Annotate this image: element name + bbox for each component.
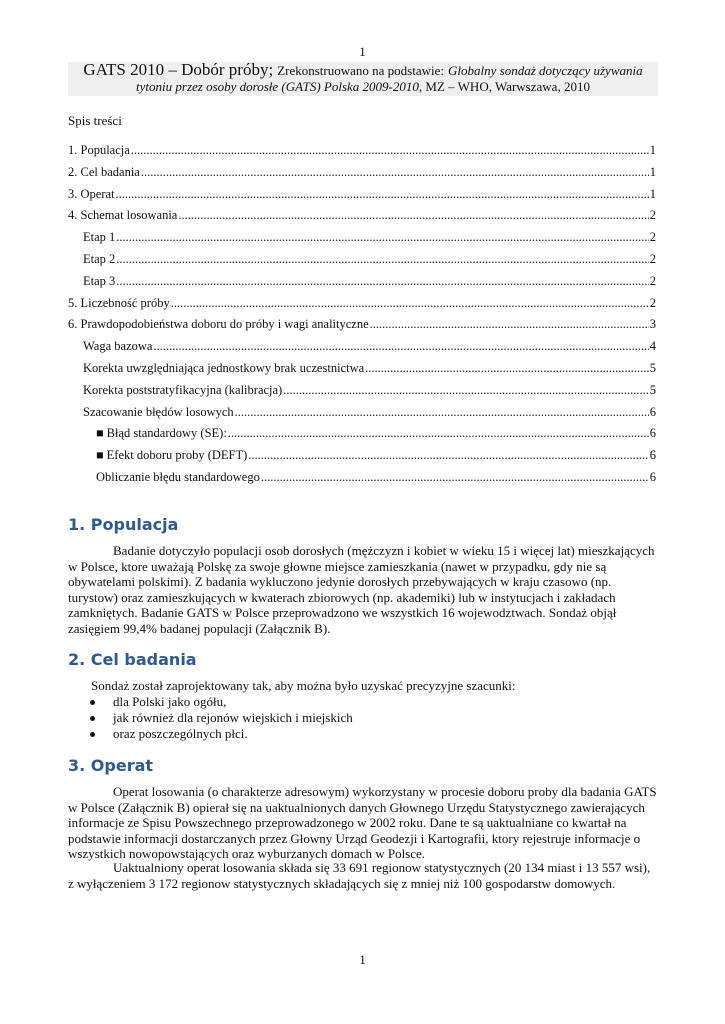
toc-entry-label: 4. Schemat losowania	[68, 208, 178, 223]
toc-entry[interactable]	[68, 316, 656, 332]
toc-leader-dots	[153, 338, 648, 354]
toc-entry-label: 2. Cel badania	[68, 164, 140, 179]
toc-entry-page: 6	[649, 470, 656, 484]
toc-heading: Spis treści	[68, 113, 122, 128]
document-title: GATS 2010 – Dobór próby;	[83, 60, 274, 79]
toc-entry[interactable]	[83, 273, 656, 289]
toc-entry[interactable]	[83, 360, 656, 376]
toc-leader-dots	[228, 425, 649, 441]
toc-leader-dots	[116, 251, 648, 267]
section-2-title: 2. Cel badania	[68, 650, 197, 669]
section-2-intro: Sondaż został zaprojektowany tak, aby można było uzyskać precyzyjne szacunki:	[91, 678, 516, 693]
toc-entry-label: 1. Populacja	[68, 143, 130, 157]
toc-entry[interactable]	[96, 425, 656, 441]
page-number-bottom: 1	[359, 952, 366, 967]
toc-entry-page: 6	[649, 404, 656, 419]
list-item: dla Polski jako ogółu,	[68, 694, 353, 710]
toc-leader-dots	[365, 360, 649, 376]
toc-entry[interactable]	[68, 207, 656, 223]
toc-entry-label: 6. Prawdopodobieństwa doboru do próby i wagi analityczne	[68, 317, 369, 332]
toc-entry[interactable]	[83, 338, 656, 354]
toc-entry-label: Korekta poststratyfikacyjna (kalibracja)	[83, 382, 283, 397]
toc-entry-page: 2	[649, 273, 656, 288]
source-title-part1: Globalny sondaż dotyczący używania	[448, 63, 643, 78]
toc-entry[interactable]	[83, 404, 656, 420]
toc-entry[interactable]	[68, 186, 656, 202]
toc-entry-label: Korekta uwzględniająca jednostkowy brak uczestnictwa	[83, 361, 365, 375]
toc-leader-dots	[141, 164, 649, 180]
section-1-text: Badanie dotyczyło populacji osob dorosłych (mężczyzn i kobiet w wieku 15 i więcej lat) mieszkających w Polsce, ktore uważają Polskę za swoje głowne miejsce zamieszkania (nawet w przypadku, gdy nie są obywatelami polskimi). Z badania wykluczono jedynie dorosłych przebywających w kraju czasowo (np. turystow) oraz zamieszkujących w kwaterach zbiorowych (np. akademiki) lub w instytucjach i zakładach zamkniętych. Badanie GATS w Polsce przeprowadzono we wszystkich 16 wojewodztwach. Sondaż objął zasięgiem 99,4% badanej populacji (Załącznik B).	[68, 543, 655, 636]
toc-entry-page: 4	[649, 339, 656, 354]
document-header	[68, 62, 658, 96]
toc-entry-label: 5. Liczebność próby	[68, 295, 170, 310]
toc-entry-page: 2	[649, 230, 656, 245]
toc-entry-page: 5	[649, 382, 656, 397]
toc-leader-dots	[248, 447, 648, 463]
toc-leader-dots	[235, 404, 649, 420]
toc-entry[interactable]	[68, 142, 656, 158]
toc-entry-label: ■ Efekt doboru proby (DEFT)	[96, 448, 248, 463]
toc-entry-page: 5	[649, 361, 656, 375]
toc-entry-page: 1	[649, 143, 656, 157]
toc-entry-page: 3	[649, 317, 656, 332]
source-title-part2: tytoniu przez osoby dorosłe (GATS) Polska 2009-2010	[136, 79, 419, 94]
toc-leader-dots	[116, 273, 648, 289]
toc-leader-dots	[178, 207, 648, 223]
toc-entry-page: 6	[649, 448, 656, 463]
toc-leader-dots	[370, 316, 649, 332]
toc-entry[interactable]	[68, 295, 656, 311]
toc-entry[interactable]	[96, 469, 656, 485]
toc-entry[interactable]	[83, 229, 656, 245]
toc-entry-label: Etap 2	[83, 252, 116, 266]
toc-entry-label: ■ Błąd standardowy (SE):	[96, 426, 227, 441]
list-item: jak również dla rejonów wiejskich i miejskich	[68, 710, 353, 726]
toc-leader-dots	[283, 382, 649, 398]
toc-entry[interactable]	[83, 382, 656, 398]
toc-entry[interactable]	[68, 164, 656, 180]
section-3-title: 3. Operat	[68, 756, 154, 775]
toc-entry-page: 1	[649, 164, 656, 179]
toc-leader-dots	[131, 142, 649, 158]
toc-leader-dots	[171, 295, 649, 311]
toc-entry[interactable]	[83, 251, 656, 267]
toc-entry-page: 2	[649, 208, 656, 223]
toc-entry[interactable]	[96, 447, 656, 463]
source-publisher: , MZ – WHO, Warwszawa, 2010	[418, 79, 590, 94]
toc-entry-label: Waga bazowa	[83, 339, 153, 354]
section-1-title: 1. Populacja	[68, 515, 179, 534]
toc-entry-page: 2	[649, 252, 656, 266]
toc-entry-page: 2	[649, 295, 656, 310]
section-3-paragraph-2: Uaktualniony operat losowania składa się 33 691 regionow statystycznych (20 134 miast i 13 557 wsi), z wyłączeniem 3 172 regionow statystycznych składających się z mniej niż 100 gospodarstw domowych.	[68, 860, 651, 891]
toc-leader-dots	[116, 186, 649, 202]
toc-entry-label: Etap 1	[83, 230, 116, 245]
section-2-bullets	[68, 694, 353, 742]
toc-entry-page: 1	[649, 186, 656, 201]
toc-leader-dots	[261, 469, 649, 485]
page-number-top: 1	[359, 44, 366, 59]
toc-entry-label: 3. Operat	[68, 186, 115, 201]
toc-leader-dots	[116, 229, 648, 245]
toc-entry-label: Szacowanie błędów losowych	[83, 404, 234, 419]
toc-entry-label: Obliczanie błędu standardowego	[96, 470, 260, 484]
section-3-paragraph-1: Operat losowania (o charakterze adresowym) wykorzystany w procesie doboru proby dla badania GATS w Polsce (Załącznik B) opierał się na uaktualnionych danych Głownego Urzędu Statystycznego zawierających informacje ze Spisu Powszechnego przeprowadzonego w 2002 roku. Dane te są uaktualniane co kwartał na podstawie informacji dostarczanych przez Głowny Urząd Geodezji i Kartografii, ktory rejestruje informacje o wszystkich nowopowstających oraz wyburzanych domach w Polsce.	[68, 784, 657, 861]
toc-entry-label: Etap 3	[83, 273, 116, 288]
toc-entry-page: 6	[649, 426, 656, 441]
list-item: oraz poszczególnych płci.	[68, 726, 353, 742]
source-prefix: Zrekonstruowano na podstawie:	[277, 63, 444, 78]
